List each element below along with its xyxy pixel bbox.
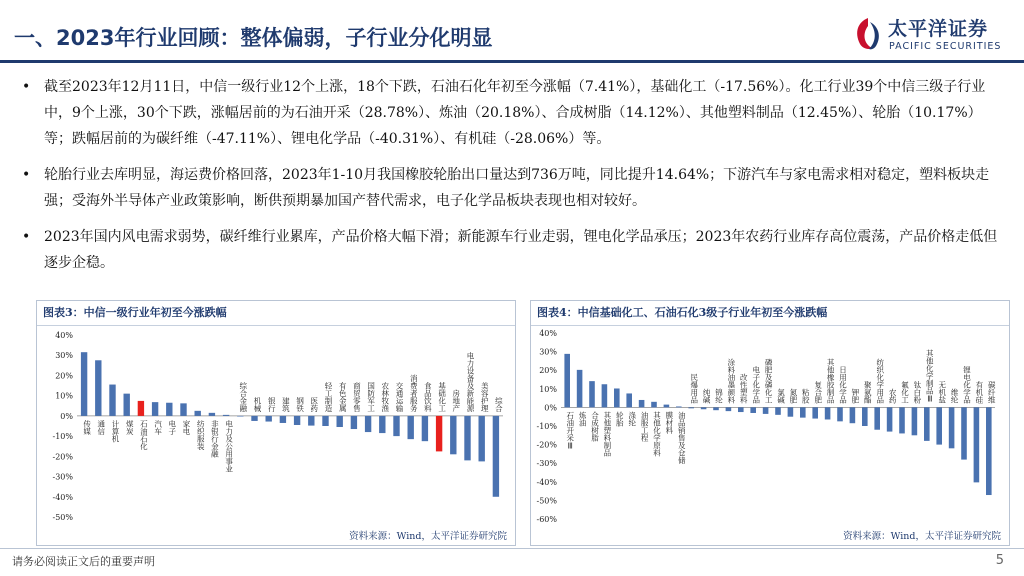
bar bbox=[251, 416, 257, 421]
bar bbox=[775, 407, 781, 414]
y-tick-label: -10% bbox=[536, 422, 557, 431]
category-label: 钾肥 bbox=[850, 388, 860, 404]
category-label: 磷肥及磷化工 bbox=[764, 358, 774, 404]
y-tick-label: -30% bbox=[536, 459, 557, 469]
category-label: 其他化学制品Ⅲ bbox=[925, 349, 935, 404]
category-label: 基础化工 bbox=[437, 381, 447, 412]
y-tick-label: 0% bbox=[544, 403, 557, 413]
bar bbox=[750, 407, 756, 413]
category-label: 商贸零售 bbox=[352, 381, 362, 412]
chart3-title: 图表3：中信一级行业年初至今涨跌幅 bbox=[37, 301, 515, 326]
footer-disclaimer: 请务必阅读正文后的重要声明 bbox=[12, 555, 155, 568]
y-tick-label: 20% bbox=[55, 371, 73, 381]
bar bbox=[899, 407, 905, 433]
category-label: 钢铁 bbox=[295, 396, 305, 412]
y-tick-label: 10% bbox=[55, 391, 73, 401]
category-label: 农林牧渔 bbox=[380, 381, 390, 412]
category-label: 油服工程 bbox=[640, 411, 650, 442]
bullet-list bbox=[18, 74, 1008, 286]
bar bbox=[936, 407, 942, 444]
bar bbox=[209, 413, 215, 416]
category-label: 氟化工 bbox=[900, 380, 910, 404]
category-label: 美容护理 bbox=[480, 381, 490, 412]
bar bbox=[874, 407, 880, 429]
chart4-plot bbox=[531, 327, 1009, 523]
bar bbox=[223, 415, 229, 416]
company-logo bbox=[852, 14, 1012, 58]
bar bbox=[800, 407, 806, 417]
bar bbox=[825, 407, 831, 419]
category-label: 石油石化 bbox=[139, 419, 149, 450]
bar bbox=[589, 381, 595, 407]
bar bbox=[337, 416, 343, 427]
category-label: 氯碱 bbox=[776, 388, 786, 404]
company-logo-icon bbox=[852, 16, 884, 52]
category-label: 汽车 bbox=[153, 419, 163, 435]
bar bbox=[365, 416, 371, 432]
bar bbox=[862, 407, 868, 426]
bar bbox=[614, 388, 620, 407]
category-label: 建筑 bbox=[281, 396, 291, 412]
chart3-plot bbox=[37, 327, 515, 523]
category-label: 纯碱 bbox=[702, 388, 712, 404]
bar bbox=[974, 407, 980, 482]
bar bbox=[924, 407, 930, 440]
category-label: 电力及公用事业 bbox=[224, 419, 234, 473]
category-label: 其他橡胶制品 bbox=[826, 358, 836, 404]
bar bbox=[713, 407, 719, 410]
bullet-item bbox=[18, 74, 1008, 152]
bar bbox=[986, 407, 992, 495]
chart3-panel bbox=[36, 300, 516, 546]
category-label: 其他塑料制品 bbox=[602, 411, 612, 457]
bar bbox=[195, 411, 201, 416]
category-label: 传媒 bbox=[82, 419, 92, 435]
category-label: 维纶 bbox=[950, 388, 960, 404]
bar bbox=[266, 416, 272, 422]
category-label: 消费者服务 bbox=[409, 374, 419, 412]
y-tick-label: 40% bbox=[539, 329, 557, 338]
bar bbox=[280, 416, 286, 423]
bar bbox=[95, 360, 101, 416]
category-label: 电子化学品 bbox=[751, 365, 761, 404]
category-label: 有机硅 bbox=[974, 380, 984, 404]
category-label: 非银行金融 bbox=[210, 419, 220, 458]
bar bbox=[436, 416, 442, 452]
category-label: 无机盐 bbox=[937, 380, 947, 404]
category-label: 炼油 bbox=[578, 411, 588, 427]
bar bbox=[351, 416, 357, 429]
category-label: 机械 bbox=[253, 396, 262, 412]
category-label: 电子 bbox=[167, 419, 177, 435]
bar bbox=[237, 416, 243, 417]
bullet-text: 2023年国内风电需求弱势，碳纤维行业累库，产品价格大幅下滑；新能源车行业走弱，锂电化学品承压；2023年农药行业库存高位震荡，产品价格走低但逐步企稳。 bbox=[44, 229, 998, 271]
category-label: 复合肥 bbox=[813, 380, 823, 404]
category-label: 粘胶 bbox=[801, 388, 811, 404]
chart4-title: 图表4：中信基础化工、石油石化3级子行业年初至今涨跌幅 bbox=[531, 301, 1009, 326]
header-divider bbox=[0, 60, 1024, 63]
category-label: 轮胎 bbox=[615, 411, 625, 427]
category-label: 膜材料 bbox=[664, 411, 674, 434]
bar bbox=[887, 407, 893, 431]
bar bbox=[152, 402, 158, 416]
bar bbox=[602, 384, 608, 407]
bar bbox=[949, 407, 955, 448]
bar bbox=[393, 416, 399, 436]
bar bbox=[912, 407, 918, 435]
page-number: 5 bbox=[995, 553, 1004, 568]
category-label: 家电 bbox=[182, 419, 191, 435]
bar bbox=[726, 407, 732, 411]
category-label: 民爆用品 bbox=[689, 373, 699, 404]
bullet-text: 轮胎行业去库明显，海运费价格回落，2023年1-10月我国橡胶轮胎出口量达到736万吨，同比提升14.64%；下游汽车与家电需求相对稳定，塑料板块走强；受海外半导体产业政策影响，断供预期暴加国产替代需求，电子化学品板块表现也相对较好。 bbox=[44, 167, 990, 209]
bullet-text: 截至2023年12月11日，中信一级行业12个上涨，18个下跌，石油石化年初至今涨幅（7.41%），基础化工（-17.56%）。化工行业39个中信三级子行业中，9个上涨，30个下跌，涨幅居前的为石油开采（28.78%）、炼油（20.18%）、合成树脂（14.12%）、其他塑料制品（12.45%）、轮胎（10.17%）等；跌幅居前的为碳纤维（-47.11%）、锂电化学品（-40.31%）、有机硅（-28.06%）等。 bbox=[44, 79, 986, 147]
bar bbox=[664, 405, 670, 408]
page-title: 一、2023年行业回顾：整体偏弱，子行业分化明显 bbox=[14, 26, 493, 50]
y-tick-label: -50% bbox=[52, 513, 73, 522]
bar bbox=[676, 406, 682, 407]
category-label: 改性塑料 bbox=[739, 373, 749, 404]
bar bbox=[626, 393, 632, 407]
bar bbox=[961, 407, 967, 459]
category-label: 综合金融 bbox=[238, 381, 248, 412]
bar bbox=[763, 407, 769, 414]
bar bbox=[379, 416, 385, 433]
y-tick-label: 20% bbox=[539, 366, 557, 376]
bullet-item bbox=[18, 224, 1008, 276]
bar bbox=[837, 407, 843, 421]
bar bbox=[408, 416, 414, 439]
bar bbox=[450, 416, 456, 454]
bar bbox=[812, 407, 818, 418]
category-label: 纺织服装 bbox=[196, 419, 206, 450]
bar bbox=[180, 403, 186, 416]
category-label: 锂电化学品 bbox=[962, 365, 972, 404]
y-tick-label: 30% bbox=[539, 347, 557, 357]
y-tick-label: -20% bbox=[536, 440, 557, 450]
bar bbox=[850, 407, 856, 423]
category-label: 有色金属 bbox=[338, 381, 348, 412]
category-label: 涂料油墨颜料 bbox=[726, 358, 736, 404]
category-label: 交通运输 bbox=[395, 381, 404, 412]
bar bbox=[788, 407, 794, 416]
y-tick-label: -60% bbox=[536, 515, 557, 523]
bar bbox=[639, 400, 645, 407]
y-tick-label: 30% bbox=[55, 351, 73, 361]
chart4-source: 资料来源：Wind，太平洋证券研究院 bbox=[843, 531, 1001, 542]
category-label: 房地产 bbox=[451, 389, 461, 412]
bar bbox=[577, 370, 583, 408]
bar bbox=[138, 401, 144, 416]
category-label: 其他化学原料 bbox=[652, 411, 662, 457]
chart3-source: 资料来源：Wind，太平洋证券研究院 bbox=[349, 531, 507, 542]
bar bbox=[464, 416, 470, 460]
bar bbox=[493, 416, 499, 497]
y-tick-label: -30% bbox=[52, 472, 73, 482]
bullet-marker: • bbox=[22, 229, 31, 245]
y-tick-label: 10% bbox=[539, 384, 557, 394]
bar bbox=[651, 402, 657, 408]
bar bbox=[294, 416, 300, 425]
category-label: 计算机 bbox=[111, 419, 120, 443]
category-label: 通信 bbox=[96, 419, 106, 435]
footer-divider bbox=[0, 548, 1024, 549]
category-label: 聚氨酯 bbox=[863, 380, 873, 404]
category-label: 医药 bbox=[309, 396, 319, 412]
bar bbox=[564, 354, 570, 408]
category-label: 氮肥 bbox=[788, 388, 798, 404]
bar bbox=[479, 416, 485, 462]
bar bbox=[688, 407, 694, 408]
y-tick-label: 40% bbox=[55, 331, 73, 340]
chart4-panel bbox=[530, 300, 1010, 546]
category-label: 综合 bbox=[494, 396, 504, 412]
y-tick-label: -50% bbox=[536, 496, 557, 506]
category-label: 纺织化学用品 bbox=[875, 358, 885, 404]
category-label: 石油开采Ⅲ bbox=[565, 411, 575, 451]
bar bbox=[109, 385, 115, 416]
y-tick-label: -40% bbox=[52, 492, 73, 502]
category-label: 涤纶 bbox=[627, 411, 637, 427]
category-label: 合成树脂 bbox=[590, 411, 600, 442]
category-label: 锦纶 bbox=[714, 388, 724, 404]
bar bbox=[81, 352, 87, 416]
category-label: 日用化学品 bbox=[838, 365, 848, 404]
y-tick-label: -20% bbox=[52, 452, 73, 462]
category-label: 农药 bbox=[888, 388, 898, 404]
category-label: 国防军工 bbox=[366, 381, 376, 412]
bar bbox=[701, 407, 707, 409]
bar bbox=[422, 416, 428, 441]
logo-english-text: PACIFIC SECURITIES bbox=[889, 41, 1002, 52]
bullet-marker: • bbox=[22, 167, 31, 183]
y-tick-label: 0% bbox=[60, 411, 73, 421]
bar bbox=[124, 394, 130, 416]
bar bbox=[308, 416, 314, 426]
category-label: 银行 bbox=[267, 396, 277, 412]
category-label: 煤炭 bbox=[125, 419, 135, 435]
bar bbox=[738, 407, 744, 412]
bullet-marker: • bbox=[22, 79, 31, 95]
y-tick-label: -40% bbox=[536, 477, 557, 487]
category-label: 食品饮料 bbox=[423, 381, 433, 412]
category-label: 电力设备及新能源 bbox=[466, 351, 475, 412]
bullet-item bbox=[18, 162, 1008, 214]
y-tick-label: -10% bbox=[52, 432, 73, 442]
category-label: 轻工制造 bbox=[324, 381, 333, 412]
category-label: 油品销售及仓储 bbox=[677, 411, 687, 464]
category-label: 碳纤维 bbox=[987, 380, 997, 404]
category-label: 钛白粉 bbox=[912, 380, 922, 404]
bar bbox=[166, 403, 172, 416]
logo-chinese-text: 太平洋证券 bbox=[888, 18, 989, 40]
bar bbox=[322, 416, 328, 426]
